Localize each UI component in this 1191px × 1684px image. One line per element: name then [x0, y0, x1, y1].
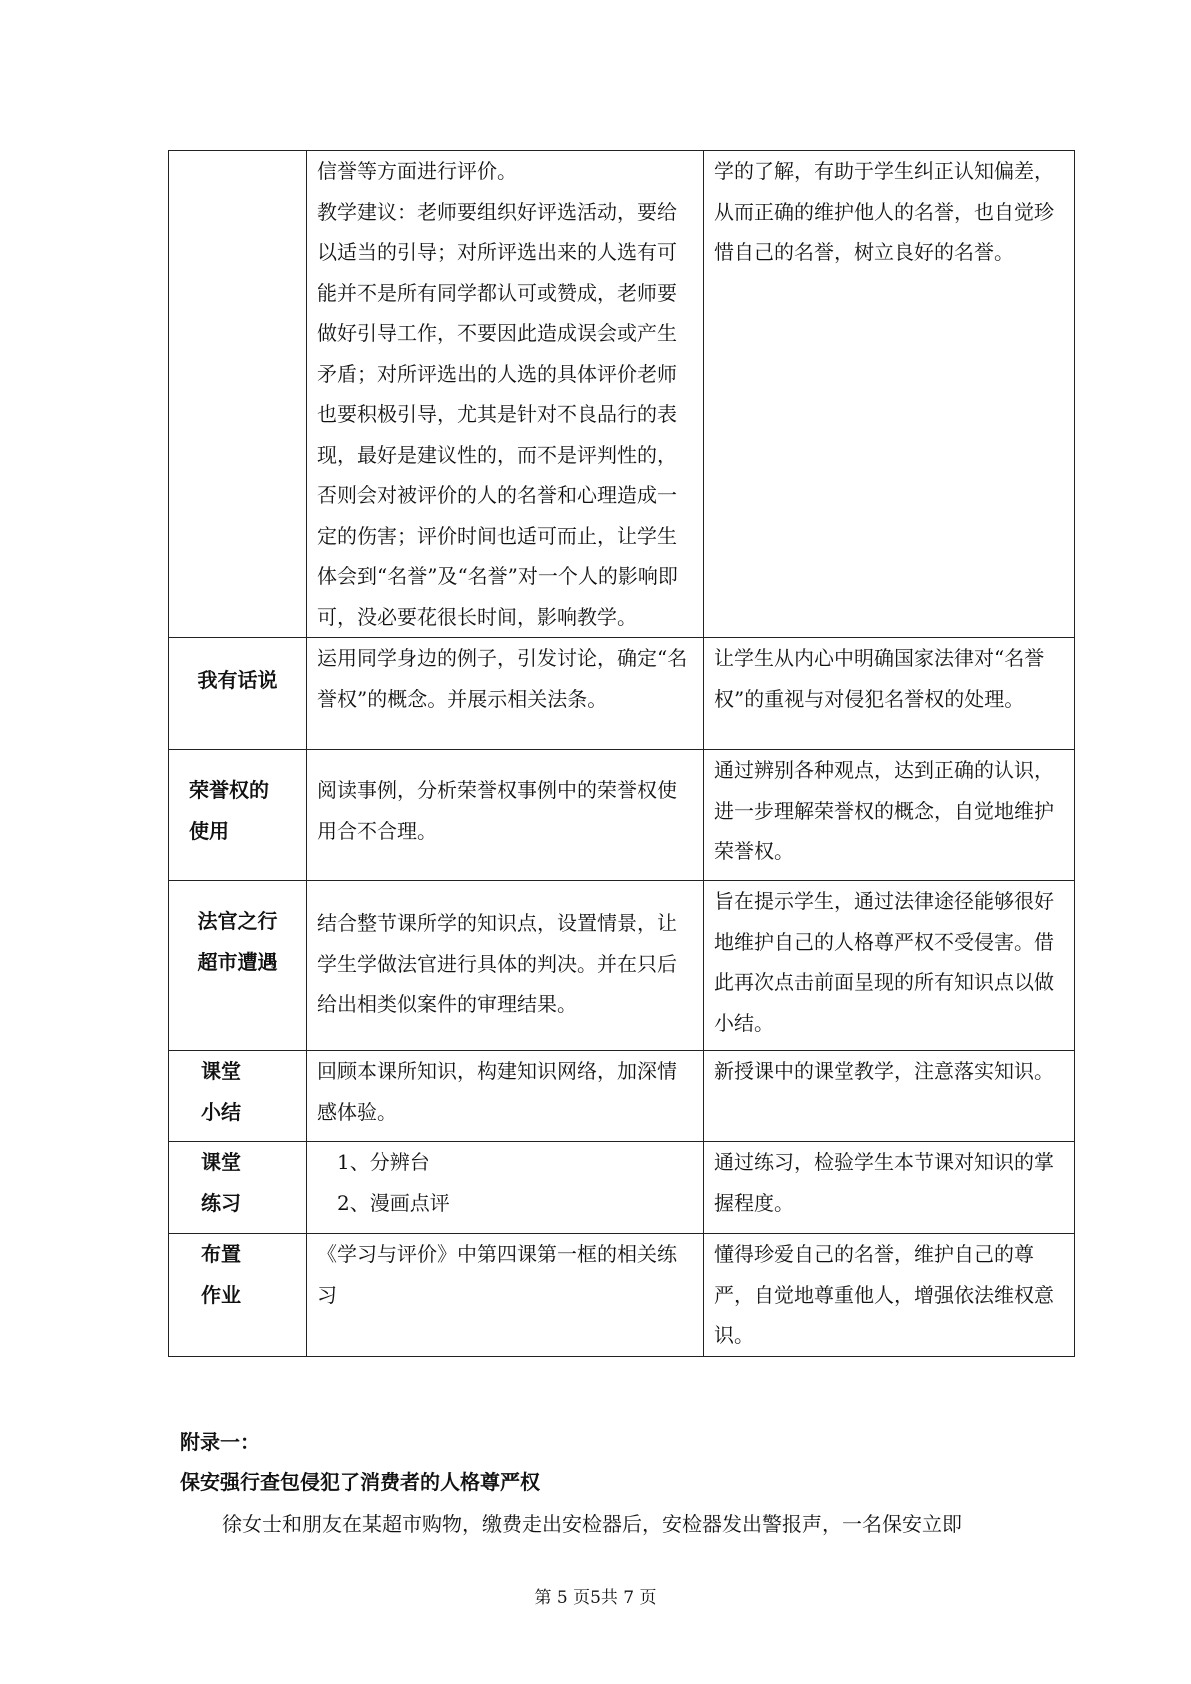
table-row: [169, 151, 1075, 638]
section-label-cell: [169, 750, 307, 881]
intent-text: 通过练习，检验学生本节课对知识的掌握程度。: [714, 1150, 1054, 1215]
intent-cell: [704, 638, 1075, 750]
activity-cell: [307, 881, 704, 1051]
activity-text: 阅读事例，分析荣誉权事例中的荣誉权使用合不合理。: [317, 778, 677, 843]
activity-text: 回顾本课所知识，构建知识网络，加深情感体验。: [317, 1059, 677, 1124]
intent-text: 懂得珍爱自己的名誉，维护自己的尊严，自觉地尊重他人，增强依法维权意识。: [714, 1242, 1054, 1347]
activity-text: 运用同学身边的例子，引发讨论，确定“名誉权”的概念。并展示相关法条。: [317, 646, 688, 711]
section-label-cell: [169, 1051, 307, 1142]
intent-text: 学的了解，有助于学生纠正认知偏差，从而正确的维护他人的名誉，也自觉珍惜自己的名誉，树立良好的名誉。: [714, 159, 1054, 264]
intent-cell: [704, 151, 1075, 638]
activity-cell: [307, 1142, 704, 1234]
section-label: 作业: [201, 1282, 241, 1307]
intent-cell: [704, 1234, 1075, 1357]
table-row: [169, 1051, 1075, 1142]
section-label: 布置: [201, 1242, 241, 1266]
intent-text: 旨在提示学生，通过法律途径能够很好地维护自己的人格尊严权不受侵害。借此再次点击前面呈现的所有知识点以做小结。: [714, 889, 1054, 1035]
section-label: 我有话说: [197, 668, 278, 692]
section-label: 课堂: [201, 1059, 241, 1083]
appendix-title: 保安强行查包侵犯了消费者的人格尊严权: [180, 1470, 540, 1494]
appendix-paragraph: 徐女士和朋友在某超市购物，缴费走出安检器后，安检器发出警报声，一名保安立即: [222, 1512, 962, 1536]
intent-cell: [704, 1142, 1075, 1234]
intent-text: 让学生从内心中明确国家法律对“名誉权”的重视与对侵犯名誉权的处理。: [714, 646, 1045, 711]
activity-text: 结合整节课所学的知识点，设置情景，让学生学做法官进行具体的判决。并在只后给出相类似案件的审理结果。: [317, 911, 677, 1016]
section-label: 练习: [201, 1190, 241, 1215]
list-item: 1、分辨台: [337, 1150, 430, 1174]
section-label-cell: [169, 881, 307, 1051]
intent-text: 通过辨别各种观点，达到正确的认识，进一步理解荣誉权的概念，自觉地维护荣誉权。: [714, 758, 1054, 863]
activity-text: 《学习与评价》中第四课第一框的相关练习: [317, 1242, 677, 1307]
activity-cell: [307, 750, 704, 881]
appendix-heading-block: [180, 1422, 1060, 1502]
intent-cell: [704, 1051, 1075, 1142]
table-row: [169, 750, 1075, 881]
activity-cell: [307, 1234, 704, 1357]
section-label-cell: [169, 1234, 307, 1357]
intent-cell: [704, 750, 1075, 881]
section-label-cell: [169, 638, 307, 750]
section-label: 荣誉权的: [189, 778, 269, 802]
section-label: 使用: [189, 818, 229, 843]
activity-paragraph: 教学建议：老师要组织好评选活动，要给以适当的引导；对所评选出来的人选有可能并不是所有同学都认可或赞成，老师要做好引导工作，不要因此造成误会或产生矛盾；对所评选出的人选的具体评价老师也要积极引导，尤其是针对不良品行的表现，最好是建议性的，而不是评判性的，否则会对被评价的人的名誉和心理造成一定的伤害；评价时间也适可而止，让学生体会到“名誉”及“名誉”对一个人的影响即可，没必要花很长时间，影响教学。: [317, 199, 678, 629]
section-label: 法官之行: [197, 909, 278, 933]
section-label: 课堂: [201, 1150, 241, 1174]
appendix-heading: 附录一：: [180, 1430, 260, 1454]
section-label-cell: [169, 1142, 307, 1234]
section-label: 小结: [201, 1099, 241, 1124]
activity-cell: [307, 638, 704, 750]
intent-cell: [704, 881, 1075, 1051]
page-footer: 第 5 页5共 7 页: [534, 1588, 657, 1608]
table-row: [169, 638, 1075, 750]
table-row: [169, 881, 1075, 1051]
intent-text: 新授课中的课堂教学，注意落实知识。: [714, 1059, 1054, 1083]
section-label: 超市遭遇: [197, 949, 278, 974]
lesson-plan-table: [168, 150, 1075, 1357]
activity-cell: [307, 1051, 704, 1142]
activity-paragraph: 信誉等方面进行评价。: [317, 159, 517, 183]
list-item: 2、漫画点评: [337, 1190, 450, 1215]
table-row: [169, 1234, 1075, 1357]
section-label-cell: [169, 151, 307, 638]
activity-cell: [307, 151, 704, 638]
table-row: [169, 1142, 1075, 1234]
activity-text: [317, 151, 693, 637]
